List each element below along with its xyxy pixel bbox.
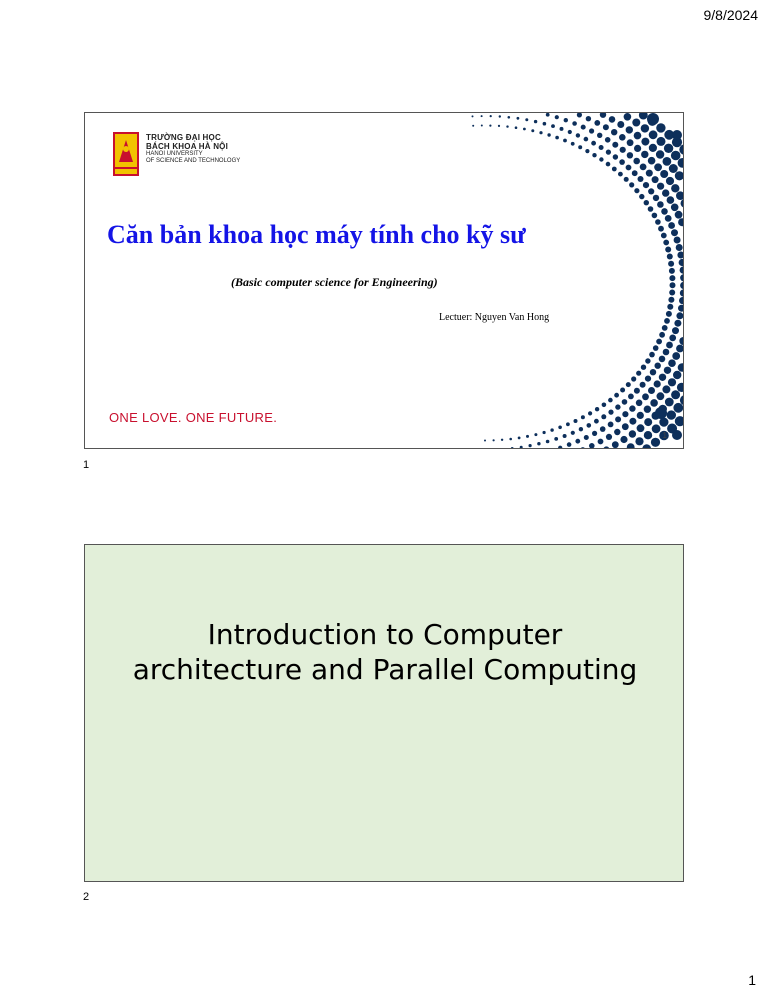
decorative-dot [667,410,676,419]
decorative-dot [579,427,583,431]
decorative-dot [543,431,546,434]
decorative-dot [656,339,662,345]
decorative-dot [649,352,655,358]
decorative-dot [669,268,675,274]
decorative-dot [517,117,520,120]
slide-2-title [85,617,684,687]
decorative-dot [654,380,661,387]
decorative-dot [675,211,683,219]
decorative-dot [665,215,672,222]
decorative-dot [481,125,483,127]
decorative-dot [663,157,672,166]
decorative-dot [601,414,606,419]
page-number: 1 [748,972,756,988]
decorative-dot [668,261,674,267]
decorative-dot [668,222,675,229]
decorative-dot [627,152,633,158]
decorative-dot [628,394,634,400]
decorative-dot [506,125,508,127]
lecturer-name: Lectuer: Nguyen Van Hong [439,312,550,323]
decorative-dot [534,433,537,436]
decorative-dot [655,363,661,369]
decorative-dot [677,383,684,392]
decorative-dot [679,337,684,345]
decorative-dot [611,129,617,135]
decorative-dot [472,125,474,127]
decorative-dot [663,349,670,356]
decorative-dot [657,137,666,146]
decorative-dot [534,120,537,123]
decorative-dot [606,150,611,155]
decorative-dot [589,128,594,133]
decorative-dot [634,132,642,140]
decorative-dot [577,113,582,118]
decorative-dot [627,139,634,146]
decorative-dot [608,410,613,415]
decorative-dot [646,170,653,177]
decorative-dot [681,199,685,208]
decorative-dot [672,130,682,140]
decorative-dot [608,398,613,403]
decorative-dot [639,113,648,120]
decorative-dot [620,436,627,443]
decorative-dot [629,182,634,187]
decorative-dot [589,443,595,449]
decorative-dot [629,405,635,411]
decorative-dot [575,439,580,444]
decorative-dot [659,332,665,338]
decorative-dot [584,435,589,440]
decorative-dot [648,157,656,165]
decorative-dot [539,131,542,134]
decorative-dot [653,195,659,201]
decorative-dot [666,177,674,185]
decorative-dot [546,440,550,444]
decorative-dot [599,157,603,161]
decorative-dot [619,134,626,141]
decorative-dot [675,416,684,426]
decorative-dot [661,208,668,215]
decorative-dot [585,149,589,153]
decorative-dot [672,327,679,334]
university-name [146,133,240,165]
decorative-dot [652,213,658,219]
decorative-dot [677,252,684,259]
decorative-dot [644,418,652,426]
decorative-dot [666,342,673,349]
decorative-dot [657,392,665,400]
decorative-dot [626,382,631,387]
decorative-dot [523,128,526,131]
slide-2[interactable] [84,544,684,882]
decorative-dot [667,304,673,310]
decorative-dot [612,142,618,148]
decorative-dot [578,145,582,149]
decorative-dot [672,352,680,360]
decorative-dot [671,229,678,236]
decorative-dot [594,120,600,126]
decorative-dot [679,259,684,266]
decorative-dot [642,444,651,449]
decorative-dot [673,371,681,379]
decorative-dot [645,376,651,382]
decorative-dot [600,113,606,118]
decorative-dot [673,403,683,413]
decorative-dot [676,345,684,353]
decorative-dot [633,158,640,165]
decorative-dot [648,206,654,212]
decorative-dot [666,311,672,317]
decorative-dot [493,439,495,441]
decorative-dot [568,130,572,134]
decorative-dot [574,419,578,423]
decorative-dot [591,141,596,146]
decorative-dot [644,431,652,439]
decorative-dot [676,244,683,251]
decorative-dot [650,369,656,375]
decorative-dot [620,388,625,393]
university-name-en-line1: HANOI UNIVERSITY [146,151,203,158]
decorative-dot [675,171,684,180]
decorative-dot [629,430,636,437]
page-date: 9/8/2024 [703,7,758,23]
decorative-dot [626,126,633,133]
decorative-dot [665,247,671,253]
decorative-dot [634,188,639,193]
decorative-dot [674,237,681,244]
decorative-dot [647,113,659,125]
decorative-dot [678,158,684,168]
decorative-dot [632,170,638,176]
slide-2-title-line2: architecture and Parallel Computing [132,653,638,686]
decorative-dot [472,115,474,117]
decorative-dot [671,151,681,161]
decorative-dot [622,411,628,417]
decorative-dot [615,404,620,409]
decorative-dot [481,115,483,117]
decorative-dot [614,393,619,398]
decorative-dot [680,289,684,296]
decorative-dot [550,428,553,431]
decorative-dot [674,320,681,327]
decorative-dot [671,204,679,212]
decorative-dot [637,412,644,419]
decorative-dot [489,125,491,127]
decorative-dot [629,418,636,425]
decorative-dot [571,142,575,146]
decorative-dot [558,446,562,449]
decorative-dot [636,400,643,407]
decorative-dot [555,136,559,140]
decorative-dot [609,116,616,123]
decorative-dot [600,426,606,432]
decorative-dot [566,422,570,426]
decorative-dot [599,145,604,150]
decorative-dot [515,126,518,129]
decorative-dot [649,130,658,139]
slide-1[interactable] [84,112,684,449]
decorative-dot [655,219,661,225]
decorative-dot [560,127,564,131]
decorative-dot [529,444,532,447]
slide-2-title-line1: Introduction to Computer [207,618,563,651]
decorative-dot [619,159,625,165]
decorative-dot [615,416,621,422]
decorative-dot [639,194,644,199]
decorative-dot [640,164,647,171]
decorative-dot [606,434,612,440]
decorative-dot [567,442,572,447]
decorative-dot [632,119,640,127]
decorative-dot [484,440,486,442]
decorative-dot [612,167,617,172]
decorative-dot [592,431,597,436]
decorative-dot [531,129,534,132]
slide-index-2: 2 [83,891,90,903]
decorative-dot [631,376,636,381]
decorative-dot [664,367,671,374]
decorative-dot [581,125,586,130]
decorative-dot [571,431,575,435]
decorative-dot [603,124,609,130]
decorative-dot [678,363,684,372]
decorative-dot [667,254,673,260]
decorative-dot [641,138,649,146]
decorative-dot [637,424,645,432]
decorative-dot [622,423,629,430]
decorative-dot [490,115,492,117]
decorative-dot [499,115,501,117]
decorative-dot [627,443,635,449]
decorative-dot [605,137,611,143]
slide-index-1: 1 [83,459,90,471]
university-logo [113,132,139,176]
decorative-dot [670,282,676,288]
decorative-dot [622,399,628,405]
decorative-dot [658,226,664,232]
decorative-dot [656,123,665,132]
decorative-dot [668,359,676,367]
decorative-dot [509,438,512,441]
decorative-dot [537,442,540,445]
decorative-dot [644,200,649,205]
decorative-dot [655,407,667,419]
decorative-dot [597,133,602,138]
decorative-dot [662,189,669,196]
decorative-dot [502,448,504,449]
decorative-dot [508,116,511,119]
decorative-dot [663,240,669,246]
decorative-dot [671,184,679,192]
decorative-dot [525,118,528,121]
decorative-dot [664,144,673,153]
decorative-dot [634,145,641,152]
decorative-dot [652,176,659,183]
decorative-dot [641,124,649,132]
university-name-vn-line2: BÁCH KHOA HÀ NỘI [146,142,229,152]
decorative-dot [634,388,640,394]
decorative-dot [635,437,643,445]
decorative-dot [608,422,614,428]
decorative-dot [618,172,623,177]
decorative-dot [580,447,585,449]
decorative-dot [501,439,503,441]
decorative-dot [669,164,678,173]
slide-subtitle: (Basic computer science for Engineering) [231,275,438,289]
decorative-dot [659,374,666,381]
decorative-dot [668,378,676,386]
decorative-dot [624,113,632,121]
decorative-dot [546,113,550,117]
decorative-dot [595,407,599,411]
decorative-dot [676,312,683,319]
decorative-dot [664,318,670,324]
decorative-dot [651,438,660,447]
decorative-dot [660,170,668,178]
decorative-dot [641,151,648,158]
decorative-dot [606,162,611,167]
decorative-dot [643,182,649,188]
decorative-dot [555,115,559,119]
decorative-dot [518,437,521,440]
decorative-dot [586,116,591,121]
decorative-dot [588,411,592,415]
decorative-dot [641,365,646,370]
decorative-dot [654,163,662,171]
decorative-dot [594,419,599,424]
decorative-dot [572,121,577,126]
decorative-dot [667,196,675,204]
decorative-dot [653,345,659,351]
decorative-dot [511,447,514,449]
decorative-dot [671,390,680,399]
university-name-vn-line1: TRƯỜNG ĐẠI HỌC [146,133,221,142]
decorative-dot [624,177,629,182]
decorative-dot [645,358,650,363]
decorative-dot [520,446,523,449]
decorative-dot [656,150,664,158]
decorative-dot [640,382,646,388]
decorative-dot [642,393,649,400]
decorative-dot [612,441,619,448]
decorative-dot [672,430,682,440]
decorative-dot [648,188,654,194]
decorative-dot [678,305,684,312]
decorative-dot [614,429,620,435]
decorative-dot [554,437,558,441]
decorative-dot [587,423,592,428]
decorative-dot [547,133,550,136]
decorative-dot [526,435,529,438]
decorative-dot [680,282,684,289]
university-name-en-line2: OF SCIENCE AND TECHNOLOGY [146,158,241,165]
decorative-dot [613,154,618,159]
decorative-dot [602,403,607,408]
decorative-dot [644,406,651,413]
decorative-dot [498,125,500,127]
decorative-dot [563,139,567,143]
decorative-dot [662,325,668,331]
decorative-dot [669,275,675,281]
decorative-dot [678,218,684,226]
decorative-dot [581,415,585,419]
decorative-dot [657,183,664,190]
decorative-dot [603,446,609,449]
decorative-dot [669,290,675,296]
decorative-dot [638,176,644,182]
decorative-dot [650,399,658,407]
decorative-dot [636,371,641,376]
decorative-dot [584,137,589,142]
decorative-dot [659,356,666,363]
decorative-dot [576,133,580,137]
decorative-dot [592,153,596,157]
decorative-dot [563,434,567,438]
decorative-dot [665,398,674,407]
decorative-dot [649,144,657,152]
tagline: ONE LOVE. ONE FUTURE. [109,410,278,425]
decorative-dot [626,165,632,171]
decorative-dot [558,426,562,430]
decorative-dot [676,191,684,200]
decorative-dot [543,122,547,126]
decorative-dot [598,439,604,445]
decorative-dot [669,335,676,342]
decorative-dot [661,233,667,239]
decorative-dot [617,121,624,128]
decorative-dot [551,124,555,128]
decorative-dot [564,118,568,122]
slide-title: Căn bản khoa học máy tính cho kỹ sư [107,220,526,249]
decorative-dot [648,387,655,394]
decorative-dot [657,201,664,208]
decorative-dot [680,267,684,274]
decorative-dot [668,297,674,303]
decorative-dot [680,274,684,281]
decorative-dot [662,385,670,393]
decorative-dot [620,147,626,153]
decorative-dot [652,424,661,433]
slide-number: 1 [662,431,667,440]
decorative-dot [679,297,684,304]
